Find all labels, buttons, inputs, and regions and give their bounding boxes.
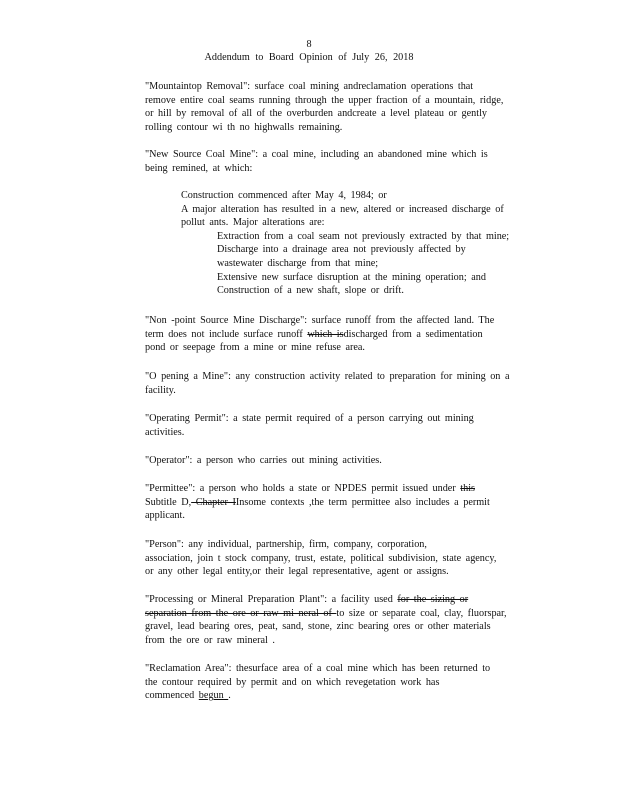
text-line: gravel, lead bearing ores, peat, sand, stone, zinc bearing ores or other materials	[145, 621, 491, 633]
condition-line: A major alteration has resulted in a new, altered or increased discharge of	[181, 203, 504, 215]
text-line: "Person": any individual, partnership, firm, company, corporation,	[145, 539, 427, 550]
text-segment: to size or separate coal, clay, fluorspar,	[336, 607, 507, 619]
definition-person	[145, 538, 545, 579]
text-line: activities.	[145, 426, 185, 438]
text-line: being remined, at which:	[145, 162, 253, 174]
text-line	[145, 496, 545, 510]
text-line: rolling contour wi th no highwalls remaining.	[145, 121, 343, 133]
definition-operating-permit	[145, 412, 545, 439]
text-line: the contour required by permit and on which revegetation work has	[145, 676, 440, 688]
alteration-line: wastewater discharge from that mine;	[217, 257, 379, 269]
definition-opening-a-mine	[145, 370, 545, 397]
alteration-line: Extraction from a coal seam not previously extracted by that mine;	[217, 230, 510, 242]
text-line: remove entire coal seams running through the upper fraction of a mountain, ridge,	[145, 94, 504, 106]
definition-processing-plant	[145, 593, 545, 647]
alteration-line: Extensive new surface disruption at the mining operation; and	[217, 271, 486, 283]
text-segment: Insome contexts ,the term permittee also includes a permit	[235, 496, 490, 508]
text-line: "O pening a Mine": any construction activity related to preparation for mining on a	[145, 371, 510, 382]
text-line: from the ore or raw mineral .	[145, 634, 275, 646]
text-line: "Mountaintop Removal": surface coal mining andreclamation operations that	[145, 81, 474, 92]
deleted-text: for the sizing or	[397, 594, 469, 605]
text-line: "Operator": a person who carries out mining activities.	[145, 455, 382, 466]
definition-operator	[145, 454, 545, 468]
alteration-line: Construction of a new shaft, slope or drift.	[217, 285, 404, 297]
text-line: "Non -point Source Mine Discharge": surface runoff from the affected land. The	[145, 315, 495, 326]
text-line: "Reclamation Area": thesurface area of a coal mine which has been returned to	[145, 663, 491, 674]
definition-mountaintop-removal	[145, 80, 545, 134]
text-line: "New Source Coal Mine": a coal mine, including an abandoned mine which is	[145, 149, 488, 160]
text-segment: commenced	[145, 690, 199, 702]
deleted-text: this	[460, 483, 475, 494]
text-segment: term does not include surface runoff	[145, 328, 308, 340]
new-source-conditions	[145, 189, 545, 298]
definition-permittee	[145, 482, 545, 523]
deleted-text: Chapter I	[191, 496, 236, 508]
alteration-line: Discharge into a drainage area not previously affected by	[217, 244, 466, 256]
text-line	[145, 593, 545, 607]
text-line	[145, 607, 545, 621]
text-segment: "Permittee": a person who holds a state or NPDES permit issued under	[145, 483, 461, 494]
text-line	[145, 689, 545, 703]
text-line	[145, 482, 545, 496]
text-line: applicant.	[145, 510, 185, 522]
text-line: association, join t stock company, trust, estate, political subdivision, state agency,	[145, 552, 497, 564]
definition-nonpoint-source-discharge	[145, 314, 545, 355]
text-line: or any other legal entity,or their legal representative, agent or assigns.	[145, 566, 449, 578]
text-segment: "Processing or Mineral Preparation Plant": a facility used	[145, 594, 398, 605]
text-line: pond or seepage from a mine or mine refuse area.	[145, 342, 365, 354]
text-line	[145, 328, 545, 342]
condition-line: pollut ants. Major alterations are:	[181, 217, 325, 229]
text-line: or hill by removal of all of the overburden andcreate a level plateau or gently	[145, 108, 487, 120]
definition-reclamation-area	[145, 662, 545, 703]
text-segment: Subtitle D,	[145, 496, 192, 508]
page-number: 8	[306, 39, 312, 50]
text-line: facility.	[145, 384, 176, 396]
condition-line: Construction commenced after May 4, 1984; or	[181, 190, 387, 201]
deleted-text: which is	[307, 328, 344, 340]
deleted-text: separation from the ore or raw mi neral of	[145, 607, 337, 619]
text-segment: .	[228, 690, 231, 702]
text-segment: discharged from a sedimentation	[343, 328, 483, 340]
inserted-text: begun	[198, 690, 229, 702]
definition-new-source-coal-mine	[145, 148, 545, 175]
document-header: Addendum to Board Opinion of July 26, 2018	[204, 52, 414, 63]
text-line: "Operating Permit": a state permit required of a person carrying out mining	[145, 413, 474, 424]
